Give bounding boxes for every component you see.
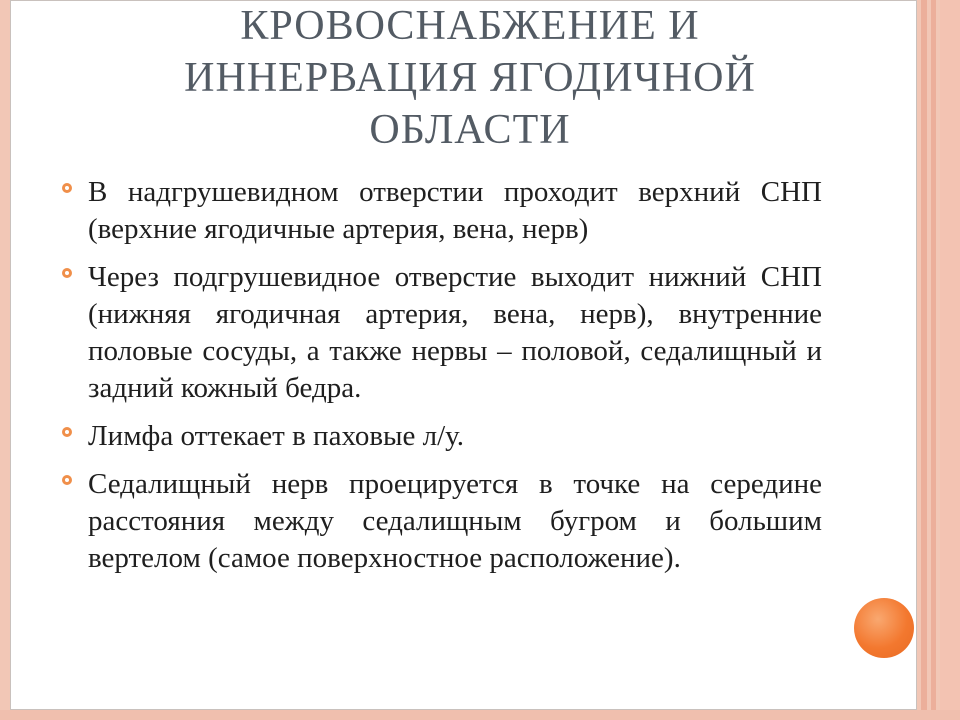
bullet-ring-icon [62,475,72,485]
slide-title [60,0,880,156]
bullet-item [58,259,822,407]
bullet-ring-icon [62,268,72,278]
bullet-item [58,418,822,455]
bullet-ring-icon [62,427,72,437]
bullet-text: Седалищный нерв проецируется в точке на середине расстояния между седалищным бугром и большим вертелом (самое поверхностное расположение). [88,468,822,574]
bullet-ring-icon [62,183,72,193]
decorative-bottom-band [0,710,960,720]
title-line: КРОВОСНАБЖЕНИЕ И [240,3,700,49]
bullet-text: В надгрушевидном отверстии проходит верхний СНП (верхние ягодичные артерия, вена, нерв) [88,176,822,245]
bullet-item [58,174,822,248]
title-line: ИННЕРВАЦИЯ ЯГОДИЧНОЙ [184,55,756,101]
decorative-stripe [931,0,936,720]
bullet-item [58,466,822,577]
bullet-text: Лимфа оттекает в паховые л/у. [88,420,465,452]
decorative-orange-orb [854,598,914,658]
bullet-list [58,174,822,588]
decorative-stripe [940,0,960,720]
title-line: ОБЛАСТИ [369,107,571,153]
bullet-text: Через подгрушевидное отверстие выходит нижний СНП (нижняя ягодичная артерия, вена, нерв), внутренние половые сосуды, а также нервы – половой, седалищный и задний кожный бедра. [88,261,822,404]
decorative-stripe [921,0,927,720]
